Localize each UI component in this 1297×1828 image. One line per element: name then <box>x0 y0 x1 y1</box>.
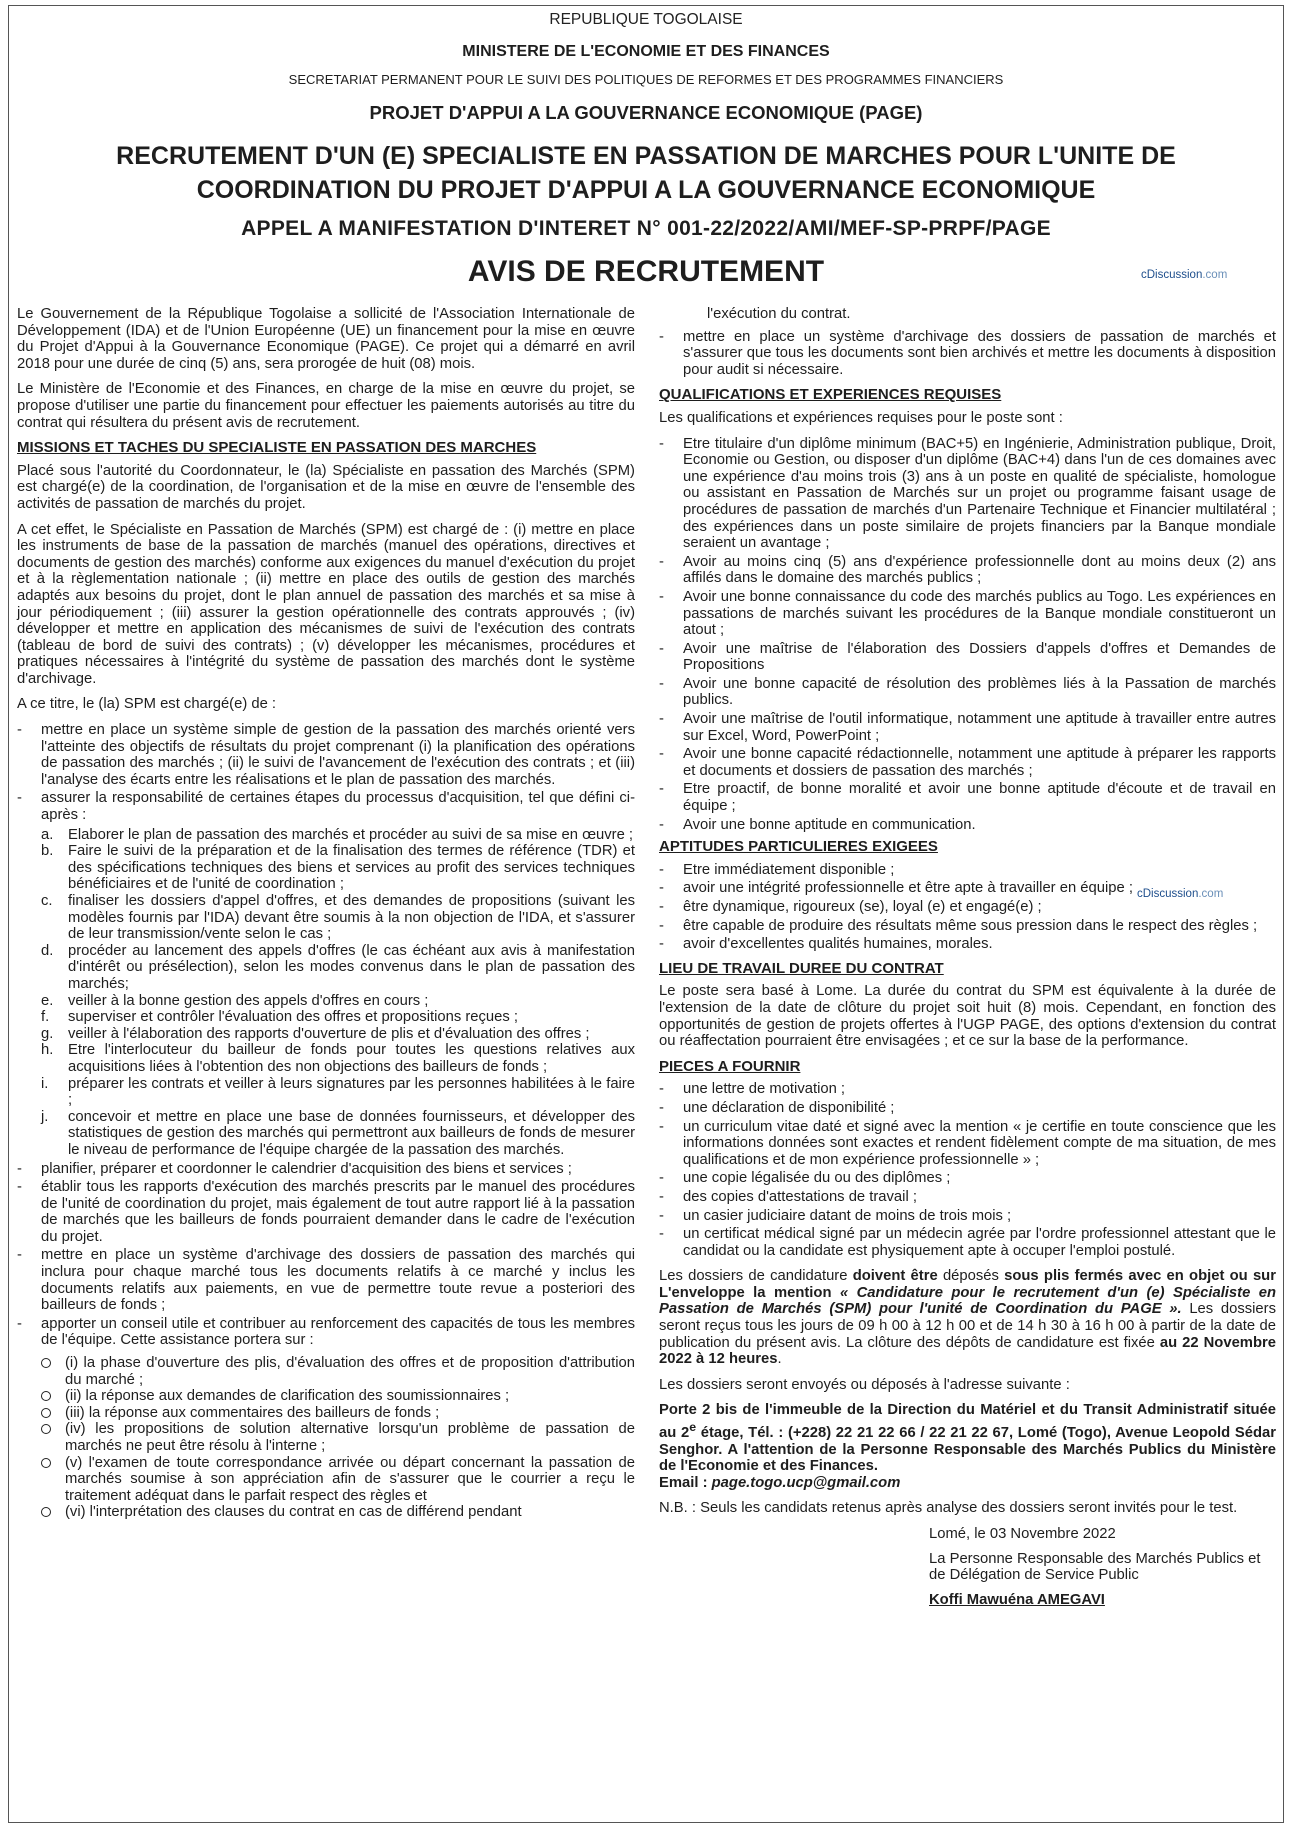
section-title-missions: MISSIONS ET TACHES DU SPECIALISTE EN PASSATION DES MARCHES <box>17 439 537 457</box>
tasks-list-continued <box>659 329 1276 379</box>
item-text: avoir d'excellentes qualités humaines, morales. <box>683 936 993 953</box>
item-label: a. <box>41 826 54 843</box>
list-item <box>659 936 1276 953</box>
item-text: veiller à l'élaboration des rapports d'ouverture de plis et d'évaluation des offres ; <box>68 1025 590 1042</box>
item-text: Avoir au moins cinq (5) ans d'expérience professionnelle dont au moins deux (2) ans affilés dans le domaine des marchés publics ; <box>683 553 1276 587</box>
signature-block <box>929 1526 1276 1608</box>
circle-bullet-icon <box>41 1408 51 1418</box>
item-label: e. <box>41 992 54 1009</box>
list-item <box>41 1504 635 1521</box>
list-item <box>659 1208 1276 1225</box>
intro-paragraph-1: Le Gouvernement de la République Togolaise a sollicité de l'Association Internationale de Développement (IDA) et de l'Union Européenne (UE) un financement pour la mise en œuvre du Projet d'Appui à la Gouvernance Economique (PAGE). Ce projet qui a démarré en avril 2018 pour une durée de cinq (5) ans, sera prorogée de huit (08) mois. <box>17 306 635 372</box>
list-item <box>17 1161 635 1178</box>
item-text: superviser et contrôler l'évaluation des offres et propositions reçues ; <box>68 1009 518 1026</box>
list-item <box>659 641 1276 674</box>
item-text: préparer les contrats et veiller à leurs signatures par les personnes habilitées à le faire ; <box>68 1075 635 1109</box>
list-item <box>659 1170 1276 1187</box>
email-address: page.togo.ucp@gmail.com <box>711 1474 901 1491</box>
item-text: des copies d'attestations de travail ; <box>683 1188 917 1205</box>
list-item <box>659 436 1276 552</box>
submission-mention: « Candidature pour le recrutement d'un (e) Spécialiste en Passation de Marchés (SPM) pour l'unité de Coordination du PAGE ». <box>659 1284 1276 1318</box>
item-text: une déclaration de disponibilité ; <box>683 1099 895 1116</box>
list-item <box>659 554 1276 587</box>
item-text: une lettre de motivation ; <box>683 1081 846 1098</box>
list-item <box>41 827 635 844</box>
circle-bullet-icon <box>41 1458 51 1468</box>
address-text: Porte 2 bis de l'immeuble de la Direction du Matériel et du Transit Administratif située au 2 <box>659 1402 1276 1441</box>
watermark-domain: .com <box>1202 269 1228 281</box>
subtasks-list <box>41 827 635 1159</box>
list-item <box>41 1042 635 1075</box>
item-text: un curriculum vitae daté et signé avec la mention « je certifie en toute conscience que les informations données sont exactes et rendent fidèlement compte de ma situation, de mes qualifications et de mon expérience professionnelle » ; <box>683 1118 1276 1168</box>
task-text: établir tous les rapports d'exécution des marchés prescrits par le manuel des procédures de l'unité de coordination du projet, mais également de tout autre rapport lié à la passation de marchés que les bailleurs de fonds pourraient demander dans le cadre de l'exécution du projet. <box>41 1179 635 1245</box>
address-intro: Les dossiers seront envoyés ou déposés à l'adresse suivante : <box>659 1376 1070 1393</box>
assistance-list <box>41 1355 635 1521</box>
circle-bullet-icon <box>41 1507 51 1517</box>
task-text: apporter un conseil utile et contribuer au renforcement des capacités de tous les membres de l'équipe. Cette assistance portera sur : <box>41 1315 635 1349</box>
section-title-pieces: PIECES A FOURNIR <box>659 1057 801 1075</box>
nb-note: N.B. : Seuls les candidats retenus après analyse des dossiers seront invités pour le test. <box>659 1500 1238 1517</box>
deadline: au 22 Novembre 2022 à 12 heures <box>659 1334 1276 1368</box>
submission-text: déposés <box>937 1268 1005 1285</box>
item-text: Etre titulaire d'un diplôme minimum (BAC+5) en Ingénierie, Administration publique, Droit, Economie ou Gestion, ou disposer d'un diplôme (BAC+4) dans l'un de ces domaines avec une expérience d'au moins trois (3) ans à un poste en qualité de spécialiste, homologue ou assistant en Passation de Marchés sur un projet ou programme faisant usage de procédures de passation de marchés d'un Partenaire Technique et Financier multilatéral ; des expériences dans un poste similaire de projets financiers par la Banque mondiale seraient un avantage ; <box>683 435 1276 552</box>
lieu-paragraph: Le poste sera basé à Lome. La durée du contrat du SPM est équivalente à la durée de l'extension de la date de clôture du projet soit huit (8) mois. Cependant, en fonction des opportunités de gestion de projets offertes à l'UGP PAGE, des options d'extension du contrat ou réaffectation pourraient être envisagées ; et ce sur la base de la performance. <box>659 983 1276 1050</box>
list-item <box>659 1189 1276 1206</box>
pieces-list <box>659 1081 1276 1259</box>
right-column <box>659 306 1276 1616</box>
item-label: g. <box>41 1025 54 1042</box>
submission-text: Les dossiers seront reçus tous les jours de 09 h 00 à 12 h 00 et de 14 h 30 à 16 h 00 à partir de la date de publication du présent avis. La clôture des dépôts de candidature est fixée <box>659 1301 1276 1351</box>
list-item <box>659 1119 1276 1169</box>
notice-title <box>9 139 1283 207</box>
aptitudes-list <box>659 862 1276 953</box>
list-item <box>659 711 1276 744</box>
watermark-brand: cDiscussion <box>1141 269 1203 281</box>
item-text: une copie légalisée du ou des diplômes ; <box>683 1170 951 1187</box>
missions-paragraph-3: A ce titre, le (la) SPM est chargé(e) de : <box>17 696 277 713</box>
call-reference: APPEL A MANIFESTATION D'INTERET N° 001-22/2022/AMI/MEF-SP-PRPF/PAGE <box>241 217 1051 240</box>
item-text: un certificat médical signé par un médecin agrée par l'ordre professionnel attestant que le candidat ou la candidate est physiquement apte à occuper l'emploi postulé. <box>683 1226 1276 1259</box>
address-text: étage, Tél. : (+228) 22 21 22 66 / 22 21 22 67, Lomé (Togo), Avenue Leopold Sédar Senghor. A l'attention de la Personne Responsable des Marchés Publics du Ministère de l'Economie et des Finances. <box>659 1424 1276 1475</box>
item-label: f. <box>41 1009 50 1026</box>
item-text: Faire le suivi de la préparation et de la finalisation des termes de référence (TDR) et des spécifications techniques des biens et services au profit des services techniques bénéficiaires et de l'unité de coordination ; <box>68 843 635 893</box>
item-label: j. <box>41 1108 49 1125</box>
submission-emphasis: doivent être <box>852 1268 938 1285</box>
submission-paragraph <box>659 1268 1276 1368</box>
list-item <box>41 1355 635 1388</box>
project-heading: PROJET D'APPUI A LA GOUVERNANCE ECONOMIQUE (PAGE) <box>369 102 923 123</box>
qualifications-list <box>659 436 1276 834</box>
task-text: mettre en place un système simple de gestion de la passation des marchés orienté vers l'atteinte des objectifs de résultats du projet comprenant (i) la planification des opérations de passation des marchés ; (ii) le suivi de l'avancement de l'exécution des contrats ; et (iii) l'analyse des écarts entre les réalisations et le plan de passation des marchés. <box>41 722 635 788</box>
item-label: h. <box>41 1042 54 1059</box>
address-sup: e <box>689 1420 697 1435</box>
list-item <box>17 1179 635 1245</box>
list-item <box>41 1421 635 1454</box>
item-text: (vi) l'interprétation des clauses du contrat en cas de différend pendant <box>65 1504 522 1521</box>
item-text: (ii) la réponse aux demandes de clarification des soumissionnaires ; <box>65 1388 510 1405</box>
item-text: (v) l'examen de toute correspondance arrivée ou départ concernant la passation de marchés soumise à son appréciation afin de s'assurer que le courrier a reçu le traitement adéquat dans le parfait respect des règles et <box>65 1454 635 1504</box>
list-item <box>41 993 635 1010</box>
watermark-brand: cDiscussion <box>1137 888 1199 900</box>
list-item <box>659 918 1276 935</box>
submission-emphasis: sous plis fermés avec en objet ou sur L'enveloppe la mention <box>659 1268 1276 1301</box>
missions-paragraph-1: Placé sous l'autorité du Coordonnateur, le (la) Spécialiste en passation des Marchés (SPM) est chargé(e) de la coordination, de l'organisation et de la mise en œuvre de l'ensemble des activités de passation de marchés du projet. <box>17 462 635 512</box>
watermark <box>1141 269 1227 281</box>
item-text: être dynamique, rigoureux (se), loyal (e) et engagé(e) ; <box>683 899 1042 915</box>
list-item <box>659 329 1276 379</box>
circle-bullet-icon <box>41 1391 51 1401</box>
list-item <box>659 862 1276 879</box>
item-text: finaliser les dossiers d'appel d'offres, et des demandes de propositions (suivant les modèles fournis par l'IDA) devant être soumis à la non objection de l'IDA, et s'assurer de leur transmission/vente selon le cas ; <box>68 893 635 943</box>
item-text: Avoir une bonne connaissance du code des marchés publics au Togo. Les expériences en passations de marchés suivant les procédures de la Banque mondiale constitueront un atout ; <box>683 588 1276 639</box>
item-label: c. <box>41 893 53 909</box>
item-text: Avoir une bonne aptitude en communication. <box>683 816 976 833</box>
list-item <box>41 1009 635 1026</box>
list-item <box>659 781 1276 814</box>
list-item <box>41 1109 635 1159</box>
item-label: i. <box>41 1075 49 1092</box>
item-text: veiller à la bonne gestion des appels d'offres en cours ; <box>68 992 429 1009</box>
circle-bullet-icon <box>41 1358 51 1368</box>
item-text: procéder au lancement des appels d'offres (le cas échéant aux avis à manifestation d'intérêt ou présélection), selon les modes convenus dans le plan de passation des marchés; <box>68 942 635 992</box>
item-label: d. <box>41 942 54 959</box>
list-item <box>41 1026 635 1043</box>
notice-title-line-2: COORDINATION DU PROJET D'APPUI A LA GOUVERNANCE ECONOMIQUE <box>196 176 1096 204</box>
item-text: (i) la phase d'ouverture des plis, d'évaluation des offres et de proposition d'attribution du marché ; <box>65 1355 635 1388</box>
item-text: Avoir une bonne capacité rédactionnelle, notamment une aptitude à préparer les rapports et documents et dossiers de passation des marchés ; <box>683 746 1276 779</box>
section-title-qualifications: QUALIFICATIONS ET EXPERIENCES REQUISES <box>659 386 1002 404</box>
list-item <box>41 1388 635 1405</box>
list-item <box>659 676 1276 709</box>
list-item <box>41 843 635 893</box>
watermark-domain: .com <box>1198 888 1224 900</box>
list-item <box>659 1100 1276 1117</box>
signatory-title: La Personne Responsable des Marchés Publics et de Délégation de Service Public <box>929 1550 1261 1584</box>
item-text: Avoir une bonne capacité de résolution des problèmes liés à la Passation de marchés publics. <box>683 675 1276 709</box>
item-text: être capable de produire des résultats même sous pression dans le respect des règles ; <box>683 917 1258 934</box>
address-block <box>659 1402 1276 1491</box>
item-text: Elaborer le plan de passation des marchés et procéder au suivi de sa mise en œuvre ; <box>68 826 634 843</box>
notice-title-line-1: RECRUTEMENT D'UN (E) SPECIALISTE EN PASSATION DE MARCHES POUR L'UNITE DE <box>116 142 1176 170</box>
submission-text: . <box>777 1351 782 1368</box>
missions-paragraph-2: A cet effet, le Spécialiste en Passation de Marchés (SPM) est chargé de : (i) mettre en place les instruments de base de la passation de marchés (manuel des opérations, directives et documents de gestion des marchés) conforme aux exigences du manuel d'exécution du projet et à la règlementation nationale ; (ii) mettre en place des outils de gestion des marchés adaptés aux besoins du projet, dont le plan annuel de passation des marchés et sa mise à jour périodiquement ; (iii) assurer la gestion opérationnelle des contrats approuvés ; (iv) développer et mettre en application des mécanismes de suivi de l'exécution des contrats (tableau de bord de suivi des contrats) ; (v) développer les mécanismes, procédures et pratiques nécessaires à l'intégrité du système de passation des marchés dont le système d'archivage. <box>17 521 635 687</box>
submission-text: Les dossiers de candidature <box>659 1268 853 1285</box>
list-item <box>41 1455 635 1505</box>
list-item <box>41 1076 635 1109</box>
task-text: mettre en place un système d'archivage des dossiers de passation des marchés qui inclura pour chaque marché tous les documents relatifs à ce marché y inclus les documents relatifs aux paiements, en vue de permettre toute revue a posteriori des bailleurs de fonds ; <box>41 1247 635 1314</box>
item-text: avoir une intégrité professionnelle et être apte à travailler en équipe ; <box>683 880 1133 897</box>
list-item <box>17 1247 635 1313</box>
list-item <box>17 790 635 1158</box>
email-label: Email : <box>659 1474 712 1491</box>
tasks-list <box>17 722 635 1521</box>
left-column <box>17 306 635 1523</box>
list-item <box>17 1316 635 1521</box>
item-text: Etre l'interlocuteur du bailleur de fonds pour toutes les questions relatives aux acquisitions liées à l'obtention des non objections des bailleurs de fonds ; <box>68 1042 635 1075</box>
secretariat-heading: SECRETARIAT PERMANENT POUR LE SUIVI DES POLITIQUES DE REFORMES ET DES PROGRAMMES FINANCIERS <box>288 72 1004 87</box>
qualifications-intro: Les qualifications et expériences requises pour le poste sont : <box>659 409 1063 426</box>
intro-paragraph-2: Le Ministère de l'Economie et des Finances, en charge de la mise en œuvre du projet, se propose d'utiliser une partie du financement pour effectuer les paiements autorisés au titre du contrat qui résultera du présent avis de recrutement. <box>17 381 635 431</box>
item-text: un casier judiciaire datant de moins de trois mois ; <box>683 1207 1012 1224</box>
list-item <box>41 1405 635 1422</box>
circle-bullet-icon <box>41 1424 51 1434</box>
item-text: Etre immédiatement disponible ; <box>683 861 895 878</box>
item-text: (iv) les propositions de solution alternative lorsqu'un problème de passation de marchés ne peut être résolu à l'interne ; <box>65 1421 635 1454</box>
place-date: Lomé, le 03 Novembre 2022 <box>929 1525 1116 1542</box>
list-item <box>41 943 635 993</box>
task-text: planifier, préparer et coordonner le calendrier d'acquisition des biens et services ; <box>41 1160 572 1177</box>
list-item <box>659 589 1276 639</box>
item-text: Avoir une maîtrise de l'outil informatique, notamment une aptitude à travailler entre autres sur Excel, Word, PowerPoint ; <box>683 711 1276 744</box>
item-text: Avoir une maîtrise de l'élaboration des Dossiers d'appels d'offres et Demandes de Propositions <box>683 640 1276 674</box>
list-item <box>659 899 1276 916</box>
notice-heading: AVIS DE RECRUTEMENT <box>467 255 825 288</box>
continued-text: l'exécution du contrat. <box>707 306 851 322</box>
ministry-heading: MINISTERE DE L'ECONOMIE ET DES FINANCES <box>462 43 830 60</box>
country-heading: REPUBLIQUE TOGOLAISE <box>549 11 743 28</box>
list-item <box>659 817 1276 834</box>
signatory-name: Koffi Mawuéna AMEGAVI <box>929 1591 1105 1608</box>
item-text: concevoir et mettre en place une base de données fournisseurs, et développer des statistiques de gestion des marchés qui permettront aux bailleurs de fonds de mesurer le niveau de performance de l'équipe chargée de la passation des marchés. <box>68 1108 635 1158</box>
list-item <box>659 880 1276 897</box>
list-item <box>659 1226 1276 1259</box>
section-title-lieu: LIEU DE TRAVAIL DUREE DU CONTRAT <box>659 959 944 977</box>
item-label: b. <box>41 843 54 860</box>
section-title-aptitudes: APTITUDES PARTICULIERES EXIGEES <box>659 838 938 856</box>
list-item <box>659 1081 1276 1098</box>
list-item <box>41 893 635 943</box>
item-text: (iii) la réponse aux commentaires des bailleurs de fonds ; <box>65 1404 440 1421</box>
list-item <box>17 722 635 788</box>
task-text: mettre en place un système d'archivage des dossiers de passation de marchés et s'assurer que tous les documents sont bien archivés et mettre les documents à disposition pour audit si nécessaire. <box>683 328 1276 378</box>
list-item <box>659 746 1276 779</box>
item-text: Etre proactif, de bonne moralité et avoir une bonne aptitude d'écoute et de travail en équipe ; <box>683 781 1276 815</box>
task-text: assurer la responsabilité de certaines étapes du processus d'acquisition, tel que défini ci-après : <box>41 790 635 824</box>
recruitment-notice <box>8 5 1284 1823</box>
